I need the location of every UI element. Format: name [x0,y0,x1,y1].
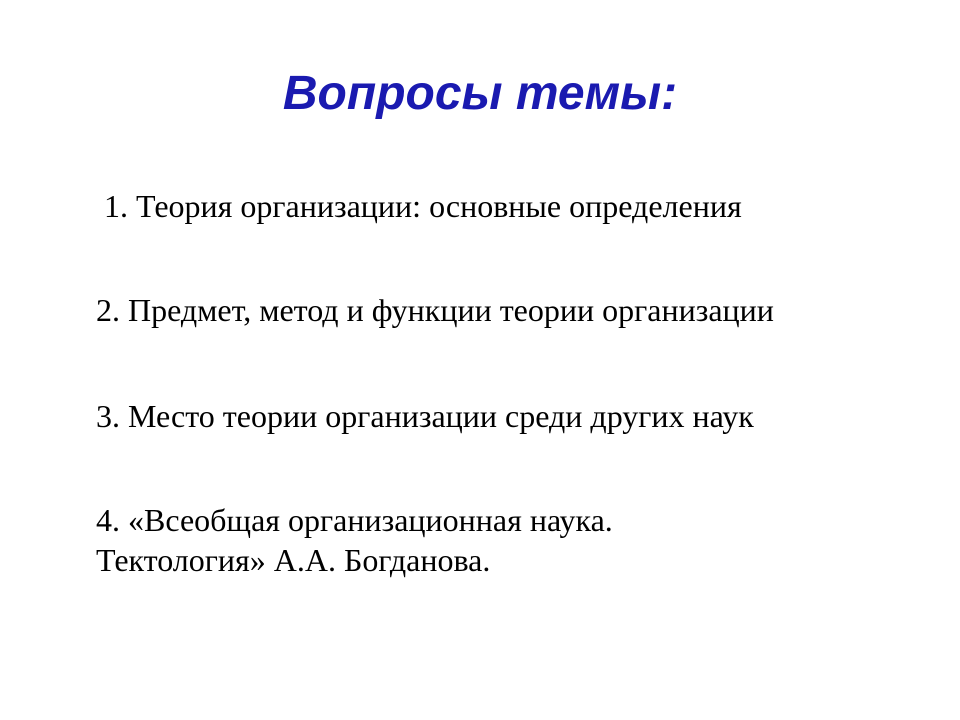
topic-item-4-line-1: 4. «Всеобщая организационная наука. [96,502,613,538]
topic-item-4 [96,500,613,580]
topic-item-3: 3. Место теории организации среди других наук [96,398,754,434]
topic-item-4-line-2: Тектология» А.А. Богданова. [96,542,491,578]
topic-item-2: 2. Предмет, метод и функции теории организации [96,292,774,328]
slide-title: Вопросы темы: [282,67,678,120]
topic-item-1: 1. Теория организации: основные определения [104,188,742,224]
